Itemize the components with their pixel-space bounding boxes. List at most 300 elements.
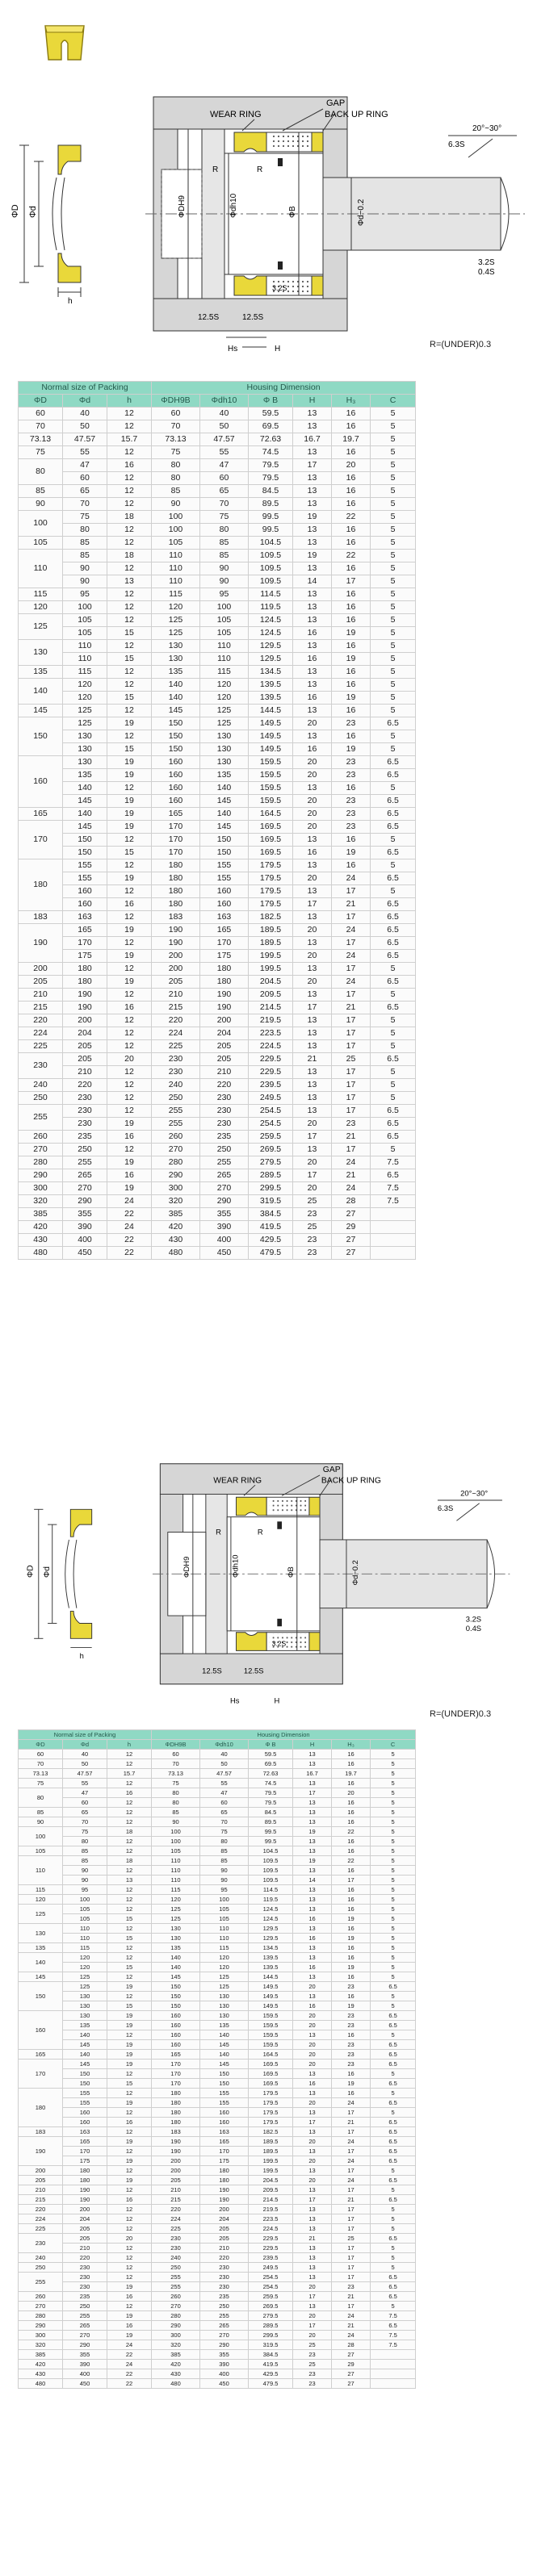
table-cell: 180 (63, 2166, 107, 2176)
table-cell: 19 (293, 511, 332, 524)
table-cell: 80 (152, 1788, 200, 1798)
table-cell: 5 (371, 730, 416, 743)
table-cell: 80 (152, 459, 200, 472)
table-row (19, 1972, 416, 1982)
label-surface-top: 6.3S (437, 1503, 454, 1513)
table-cell: 23 (332, 808, 371, 821)
table-cell: 6.5 (371, 976, 416, 989)
table-cell: 5 (371, 2185, 416, 2195)
table-cell: 22 (107, 1247, 152, 1260)
table-cell: 255 (200, 1156, 249, 1169)
table-cell: 20 (332, 459, 371, 472)
table-cell: 384.5 (249, 2350, 293, 2360)
table-row (19, 2030, 416, 2040)
table-cell: 110 (63, 1924, 107, 1934)
table-row (19, 1105, 416, 1118)
table-cell: 160 (152, 795, 200, 808)
table-cell: 145 (63, 2060, 107, 2069)
table-cell: 220 (200, 2253, 249, 2263)
table-cell: 255 (200, 2311, 249, 2321)
table-row (19, 2011, 416, 2021)
table-cell: 5 (371, 1972, 416, 1982)
table-cell: 16 (332, 472, 371, 485)
table-row (19, 692, 416, 705)
cell-outer-diameter: 190 (19, 2137, 63, 2166)
table-cell: 20 (293, 2050, 332, 2060)
table-cell: 200 (152, 2156, 200, 2166)
table-cell: 205 (152, 976, 200, 989)
table-cell: 17 (332, 2166, 371, 2176)
table-row (19, 872, 416, 885)
table-row (19, 743, 416, 756)
table-row (19, 2195, 416, 2205)
table-cell (371, 2350, 416, 2360)
table-cell: 170 (152, 2060, 200, 2069)
table-cell: 12 (107, 601, 152, 614)
table-cell: 104.5 (249, 1846, 293, 1856)
table-cell: 24 (332, 2311, 371, 2321)
table-cell: 47.57 (200, 1769, 249, 1779)
label-phi-d-minus: Φd−0.2 (357, 199, 366, 226)
table-cell: 79.5 (249, 1788, 293, 1798)
table-cell: 225 (152, 2224, 200, 2234)
table-row (19, 847, 416, 859)
table-cell: 20 (293, 872, 332, 885)
table-cell: 19 (293, 550, 332, 562)
table-cell: 16 (332, 1885, 371, 1895)
table-cell: 12 (107, 859, 152, 872)
table-cell: 250 (152, 1092, 200, 1105)
cell-outer-diameter: 225 (19, 1040, 63, 1053)
table-cell: 12 (107, 1924, 152, 1934)
table-cell: 150 (200, 834, 249, 847)
table-cell: 16 (332, 834, 371, 847)
table-cell: 260 (152, 1131, 200, 1144)
table-cell: 140 (152, 692, 200, 705)
table-cell: 24 (332, 976, 371, 989)
label-surface-4: 12.5S (202, 1666, 222, 1675)
table-cell: 18 (107, 511, 152, 524)
table-cell: 90 (63, 562, 107, 575)
table-cell: 16 (332, 640, 371, 653)
table-cell: 5 (371, 963, 416, 976)
table-cell: 20 (293, 1156, 332, 1169)
table-row (19, 1156, 416, 1169)
table-cell: 23 (293, 1208, 332, 1221)
table-cell: 29 (332, 2360, 371, 2369)
table-cell: 18 (107, 1856, 152, 1866)
table-body (19, 382, 416, 1260)
table-cell: 183 (152, 911, 200, 924)
table-cell: 145 (152, 705, 200, 717)
label-angle: 20°~30° (460, 1488, 489, 1498)
table-row (19, 1856, 416, 1866)
table-cell (371, 2379, 416, 2389)
table-cell: 22 (107, 2369, 152, 2379)
table-cell: 280 (152, 1156, 200, 1169)
table-cell: 16 (332, 408, 371, 420)
table-cell: 80 (63, 524, 107, 537)
table-row (19, 2205, 416, 2214)
cell-outer-diameter: 140 (19, 1953, 63, 1972)
table-cell: 16 (332, 1866, 371, 1876)
table-cell: 13 (293, 1866, 332, 1876)
cell-outer-diameter: 320 (19, 2340, 63, 2350)
cell-outer-diameter: 183 (19, 911, 63, 924)
cell-outer-diameter: 215 (19, 2195, 63, 2205)
table-cell: 182.5 (249, 2127, 293, 2137)
table-row (19, 2263, 416, 2273)
table-cell: 219.5 (249, 2205, 293, 2214)
table-cell: 15 (107, 2001, 152, 2011)
table-cell: 95 (63, 588, 107, 601)
table-cell: 6.5 (371, 2079, 416, 2089)
table-cell: 15.7 (107, 433, 152, 446)
table-row (19, 588, 416, 601)
table-cell: 17 (332, 2273, 371, 2282)
table-row (19, 2060, 416, 2069)
table-cell: 12 (107, 1105, 152, 1118)
table-cell: 180 (152, 2089, 200, 2098)
table-cell: 5 (371, 1144, 416, 1156)
table-cell: 250 (63, 1144, 107, 1156)
table-cell: 20 (293, 2098, 332, 2108)
table-cell: 390 (63, 1221, 107, 1234)
table-cell: 5 (371, 498, 416, 511)
table-row (19, 2311, 416, 2321)
table-cell: 20 (293, 950, 332, 963)
table-cell: 149.5 (249, 2001, 293, 2011)
table-cell: 265 (63, 1169, 107, 1182)
table-cell: 180 (152, 872, 200, 885)
table-cell: 5 (371, 588, 416, 601)
table-cell: 70 (200, 498, 249, 511)
table-row (19, 2040, 416, 2050)
table-cell: 100 (200, 601, 249, 614)
label-surface-3: 3.2S (271, 1639, 287, 1648)
table-row (19, 1144, 416, 1156)
packing-cross-section (19, 145, 81, 297)
table-cell: 183 (152, 2127, 200, 2137)
cell-outer-diameter: 205 (19, 2176, 63, 2185)
table-cell: 160 (63, 2108, 107, 2118)
table-cell: 12 (107, 640, 152, 653)
table-cell: 12 (107, 989, 152, 1002)
cell-outer-diameter: 385 (19, 2350, 63, 2360)
table-cell: 182.5 (249, 911, 293, 924)
table-cell: 13 (293, 1846, 332, 1856)
table-cell: 16 (293, 743, 332, 756)
table-cell: 7.5 (371, 1156, 416, 1169)
table-cell: 6.5 (371, 1982, 416, 1992)
table-cell: 79.5 (249, 1798, 293, 1808)
table-cell: 70 (152, 420, 200, 433)
table-row (19, 2331, 416, 2340)
table-cell: 85 (200, 550, 249, 562)
table-cell: 90 (200, 1866, 249, 1876)
table-cell: 129.5 (249, 1934, 293, 1943)
table-cell: 200 (63, 1014, 107, 1027)
table-cell: 6.5 (371, 924, 416, 937)
cell-outer-diameter: 73.13 (19, 433, 63, 446)
table-cell: 21 (332, 898, 371, 911)
table-cell: 13 (293, 1092, 332, 1105)
table-cell: 5 (371, 653, 416, 666)
table-row (19, 2292, 416, 2302)
table-cell: 16 (293, 627, 332, 640)
table-cell: 13 (293, 1066, 332, 1079)
table-cell: 22 (332, 1856, 371, 1866)
table-cell: 120 (63, 679, 107, 692)
table-cell: 73.13 (152, 1769, 200, 1779)
table-row (19, 2302, 416, 2311)
column-header: ΦD (19, 1740, 63, 1750)
table-cell: 320 (152, 1195, 200, 1208)
table-cell: 125 (152, 1905, 200, 1914)
table-cell: 5 (371, 2166, 416, 2176)
table-cell: 60 (152, 1750, 200, 1759)
table-cell: 50 (63, 1759, 107, 1769)
table-cell: 19 (107, 1182, 152, 1195)
table-cell: 5 (371, 2108, 416, 2118)
table-cell: 110 (152, 575, 200, 588)
table-cell (371, 1234, 416, 1247)
table-row (19, 459, 416, 472)
table-cell: 95 (200, 588, 249, 601)
table-cell: 179.5 (249, 2108, 293, 2118)
table-cell: 130 (63, 2001, 107, 2011)
table-cell: 110 (152, 550, 200, 562)
table-cell: 16 (332, 1750, 371, 1759)
table-row (19, 1885, 416, 1895)
table-cell: 419.5 (249, 1221, 293, 1234)
table-cell: 5 (371, 1885, 416, 1895)
table-header-group (19, 382, 416, 395)
label-h-dim: H (275, 345, 281, 353)
cell-outer-diameter: 205 (19, 976, 63, 989)
table-cell: 13 (293, 989, 332, 1002)
cell-outer-diameter: 190 (19, 924, 63, 963)
table-cell: 19 (107, 2156, 152, 2166)
table-cell: 199.5 (249, 950, 293, 963)
table-cell: 18 (107, 1827, 152, 1837)
table-cell: 20 (293, 976, 332, 989)
table-cell: 429.5 (249, 1234, 293, 1247)
table-cell: 12 (107, 2030, 152, 2040)
table-cell: 16 (332, 1798, 371, 1808)
table-cell: 12 (107, 1750, 152, 1759)
table-cell: 105 (200, 614, 249, 627)
table-row (19, 989, 416, 1002)
table-cell: 16 (107, 1169, 152, 1182)
table-cell: 89.5 (249, 1817, 293, 1827)
table-cell: 40 (63, 1750, 107, 1759)
table-cell: 99.5 (249, 1827, 293, 1837)
table-cell: 13 (293, 588, 332, 601)
table-cell: 290 (63, 2340, 107, 2350)
table-cell: 17 (332, 2244, 371, 2253)
table-cell: 74.5 (249, 446, 293, 459)
table-cell: 19 (332, 1934, 371, 1943)
table-cell: 159.5 (249, 795, 293, 808)
table-cell: 254.5 (249, 1105, 293, 1118)
cell-outer-diameter: 220 (19, 1014, 63, 1027)
section-2 (0, 1449, 537, 2576)
table-cell: 6.5 (371, 2098, 416, 2108)
table-cell: 19 (107, 2331, 152, 2340)
table-cell: 189.5 (249, 2137, 293, 2147)
table-cell: 13 (293, 1943, 332, 1953)
table-cell: 109.5 (249, 1856, 293, 1866)
table-cell: 17 (293, 2292, 332, 2302)
table-cell: 16 (332, 679, 371, 692)
table-cell: 16 (332, 1953, 371, 1963)
table-cell: 165 (63, 924, 107, 937)
table-row (19, 653, 416, 666)
table-row (19, 408, 416, 420)
table-cell: 390 (200, 2360, 249, 2369)
cell-outer-diameter: 75 (19, 1779, 63, 1788)
table-cell: 190 (152, 937, 200, 950)
table-cell: 21 (332, 2292, 371, 2302)
table-cell: 16 (332, 1943, 371, 1953)
table-cell: 115 (200, 1943, 249, 1953)
table-cell: 215 (152, 1002, 200, 1014)
table-cell: 130 (63, 730, 107, 743)
label-r2: R (257, 165, 263, 174)
table-cell: 129.5 (249, 1924, 293, 1934)
table-row (19, 2021, 416, 2030)
table-cell: 230 (63, 1118, 107, 1131)
table-cell: 5 (371, 1963, 416, 1972)
table-cell: 120 (200, 1953, 249, 1963)
table-cell: 16 (107, 898, 152, 911)
table-cell: 150 (152, 1992, 200, 2001)
table-cell: 110 (152, 1866, 200, 1876)
table-cell: 190 (200, 1002, 249, 1014)
table-cell: 22 (332, 550, 371, 562)
table-cell: 25 (293, 2340, 332, 2350)
table-cell: 21 (332, 2195, 371, 2205)
cell-outer-diameter: 80 (19, 1788, 63, 1808)
table-row (19, 717, 416, 730)
table-cell: 205 (152, 2176, 200, 2185)
table-cell: 17 (293, 2195, 332, 2205)
table-cell: 21 (332, 2321, 371, 2331)
table-cell: 140 (200, 782, 249, 795)
table-cell: 13 (293, 2166, 332, 2176)
table-cell: 75 (63, 511, 107, 524)
table-cell: 163 (200, 911, 249, 924)
table-cell: 144.5 (249, 705, 293, 717)
table-cell: 6.5 (371, 2050, 416, 2060)
table-cell: 205 (63, 2224, 107, 2234)
table-header-columns (19, 1740, 416, 1750)
table-cell: 385 (152, 2350, 200, 2360)
table-cell: 16 (332, 485, 371, 498)
table-cell: 104.5 (249, 537, 293, 550)
table-cell: 6.5 (371, 1169, 416, 1182)
cell-outer-diameter: 385 (19, 1208, 63, 1221)
table-cell: 21 (332, 1131, 371, 1144)
table-cell: 110 (152, 1876, 200, 1885)
table-cell: 180 (152, 2118, 200, 2127)
table-cell: 25 (293, 2360, 332, 2369)
table-cell: 110 (200, 1924, 249, 1934)
table-cell: 17 (332, 575, 371, 588)
table-row (19, 898, 416, 911)
table-cell: 13 (293, 2302, 332, 2311)
table-cell: 169.5 (249, 2079, 293, 2089)
table-row (19, 627, 416, 640)
table-cell: 205 (200, 1040, 249, 1053)
table-cell: 5 (371, 2224, 416, 2234)
table-cell: 205 (200, 2234, 249, 2244)
table-cell: 13 (293, 1817, 332, 1827)
table-cell: 235 (63, 2292, 107, 2302)
table-cell: 150 (152, 730, 200, 743)
table-cell: 12 (107, 2205, 152, 2214)
table-cell: 130 (152, 1934, 200, 1943)
cell-outer-diameter: 250 (19, 1092, 63, 1105)
table-cell: 5 (371, 2089, 416, 2098)
table-cell: 180 (152, 859, 200, 872)
table-cell: 179.5 (249, 859, 293, 872)
label-phi-d-minus: Φd−0.2 (350, 1560, 360, 1586)
table-cell: 105 (63, 627, 107, 640)
table-cell: 115 (63, 666, 107, 679)
cell-outer-diameter: 300 (19, 1182, 63, 1195)
table-cell: 140 (200, 2050, 249, 2060)
table-cell: 5 (371, 1769, 416, 1779)
table-cell: 289.5 (249, 2321, 293, 2331)
table-cell: 20 (293, 821, 332, 834)
table-row (19, 1876, 416, 1885)
table-row (19, 1759, 416, 1769)
table-cell: 17 (293, 1002, 332, 1014)
table-cell: 100 (152, 1827, 200, 1837)
table-cell: 70 (63, 1817, 107, 1827)
table-cell: 150 (200, 2069, 249, 2079)
table-cell: 160 (152, 2011, 200, 2021)
table-cell: 224 (152, 2214, 200, 2224)
table-cell: 60 (200, 1798, 249, 1808)
table-cell: 19 (293, 1827, 332, 1837)
table-cell: 5 (371, 601, 416, 614)
table-cell: 5 (371, 2302, 416, 2311)
label-hs: Hs (228, 345, 238, 353)
table-cell: 13 (293, 2127, 332, 2137)
table-cell: 270 (200, 1182, 249, 1195)
table-cell: 250 (152, 2263, 200, 2273)
table-cell: 16 (332, 1895, 371, 1905)
table-cell: 105 (152, 537, 200, 550)
column-header: h (107, 1740, 152, 1750)
table-cell: 139.5 (249, 1953, 293, 1963)
table-cell: 50 (63, 420, 107, 433)
table-row (19, 924, 416, 937)
table-cell: 17 (293, 1788, 332, 1798)
table-cell: 12 (107, 1066, 152, 1079)
table-cell: 5 (371, 1750, 416, 1759)
table-cell: 24 (332, 872, 371, 885)
table-row (19, 2176, 416, 2185)
table-cell: 5 (371, 1837, 416, 1846)
table-cell: 18 (107, 550, 152, 562)
table-cell: 259.5 (249, 1131, 293, 1144)
cell-outer-diameter: 60 (19, 1750, 63, 1759)
table-cell: 17 (332, 1014, 371, 1027)
